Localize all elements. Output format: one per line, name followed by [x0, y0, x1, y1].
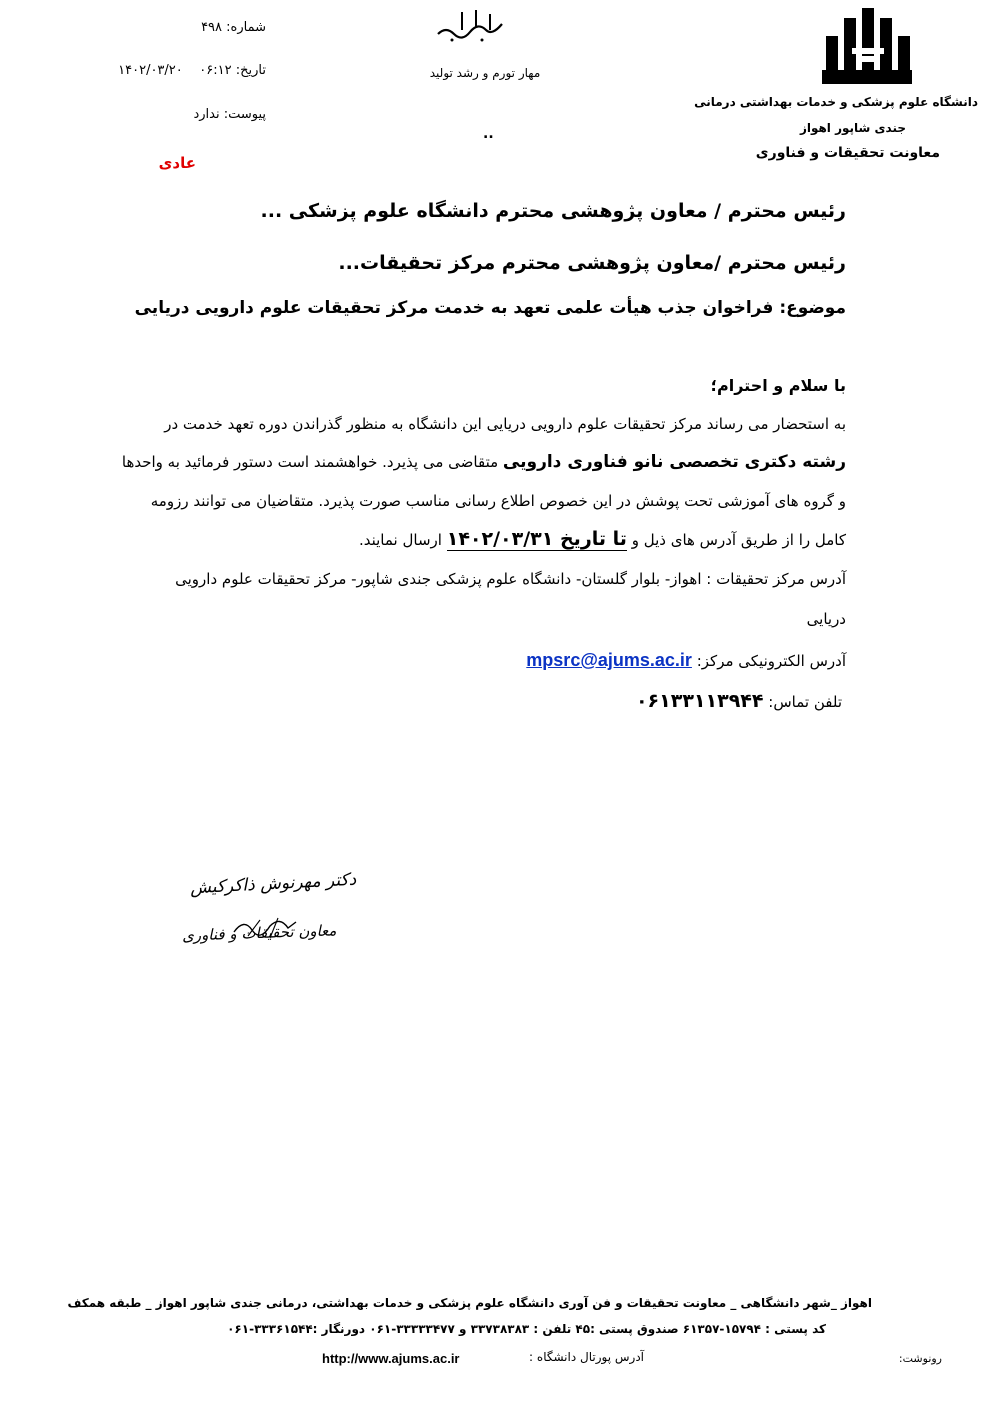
department-name: معاونت تحقیقات و فناوری: [755, 145, 940, 161]
footer-contact: کد پستی : ۱۵۷۹۴-۶۱۳۵۷ صندوق پستی :۴۵ تلفن : ۳۳۷۳۸۳۸۳ و ۳۳۳۳۳۴۷۷-۰۶۱ دورنگار :۳۳۳۶۱۵۴۴-۰۶۱: [227, 1322, 826, 1336]
letter-attachment: [193, 107, 266, 122]
attachment-label: پیوست:: [223, 107, 266, 122]
year-slogan: مهار تورم و رشد تولید: [429, 66, 541, 80]
body-line2: [122, 452, 846, 472]
body-line2-rest: متقاضی می پذیرد. خواهشمند است دستور فرمائید به واحدها: [121, 453, 499, 471]
footer-address: اهواز _شهر دانشگاهی _ معاونت تحقیقات و فن آوری دانشگاه علوم پزشکی و خدمات بهداشتی، درمانی جندی شاپور اهواز _ طبقه همکف: [67, 1296, 872, 1310]
classification-badge: عادی: [158, 154, 196, 172]
footer-portal-link[interactable]: http://www.ajums.ac.ir: [322, 1351, 460, 1366]
subject-label: موضوع:: [779, 298, 846, 318]
body-line4-end: ارسال نمایند.: [358, 531, 442, 549]
signatory-name: دکتر مهرنوش ذاکرکیش: [189, 869, 357, 899]
date-label: تاریخ:: [235, 63, 266, 78]
number-value: ۴۹۸: [201, 20, 223, 35]
signatory-title: معاون تحقیقات و فناوری: [181, 921, 337, 945]
body-line1: به استحضار می رساند مرکز تحقیقات علوم دارویی دریایی این دانشگاه به منظور گذراندن دوره تعهد خدمت در: [164, 415, 846, 433]
phone-label: تلفن تماس:: [768, 693, 842, 711]
deadline-date: تا تاریخ ۱۴۰۲/۰۳/۳۱: [446, 528, 627, 550]
bismillah-icon: [432, 4, 512, 44]
email-link[interactable]: mpsrc@ajums.ac.ir: [526, 650, 692, 670]
bismillah-calligraphy: [432, 4, 512, 44]
time-value: ۰۶:۱۲: [199, 63, 232, 78]
greeting: با سلام و احترام؛: [710, 376, 846, 395]
number-label: شماره:: [226, 20, 266, 35]
addressee-line1: رئیس محترم / معاون پژوهشی محترم دانشگاه علوم پزشکی ...: [260, 200, 846, 222]
footer-cc-label: رونوشت:: [898, 1352, 942, 1365]
phone-value: ۰۶۱۳۳۱۱۳۹۴۴: [635, 690, 764, 712]
field-of-study: رشته دکتری تخصصی نانو فناوری دارویی: [502, 452, 846, 472]
date-value: ۱۴۰۲/۰۳/۲۰: [118, 63, 183, 78]
addressee-line2: رئیس محترم /معاون پژوهشی محترم مرکز تحقیقات...: [338, 252, 846, 274]
email-line: [526, 650, 846, 671]
signature-scribble-icon: [230, 912, 300, 942]
attachment-value: ندارد: [193, 107, 220, 122]
center-address-line1: آدرس مرکز تحقیقات : اهواز- بلوار گلستان- دانشگاه علوم پزشکی جندی شاپور- مرکز تحقیقات علوم دارویی: [175, 570, 846, 588]
university-logo: [822, 8, 912, 84]
university-name-line1: دانشگاه علوم پزشکی و خدمات بهداشتی درمانی: [694, 95, 978, 109]
phone-line: [636, 690, 842, 712]
letter-date: [118, 63, 266, 78]
university-name-line2: جندی شاپور اهواز: [799, 121, 906, 135]
subject-line: [135, 298, 846, 318]
center-address-line2: دریایی: [806, 610, 846, 628]
subject-text: فراخوان جذب هیأت علمی تعهد به خدمت مرکز تحقیقات علوم دارویی دریایی: [134, 298, 774, 318]
footer-portal-label: آدرس پورتال دانشگاه :: [529, 1350, 644, 1364]
email-label: آدرس الکترونیکی مرکز:: [696, 652, 846, 670]
letter-number: [201, 20, 266, 35]
body-line4-start: کامل را از طریق آدرس های ذیل و: [631, 531, 846, 549]
body-line3: و گروه های آموزشی تحت پوشش در این خصوص اطلاع رسانی مناسب صورت پذیرد. متقاضیان می توانند رزومه: [150, 492, 846, 510]
body-line4: [359, 528, 846, 550]
header-dots: ..: [483, 126, 494, 142]
